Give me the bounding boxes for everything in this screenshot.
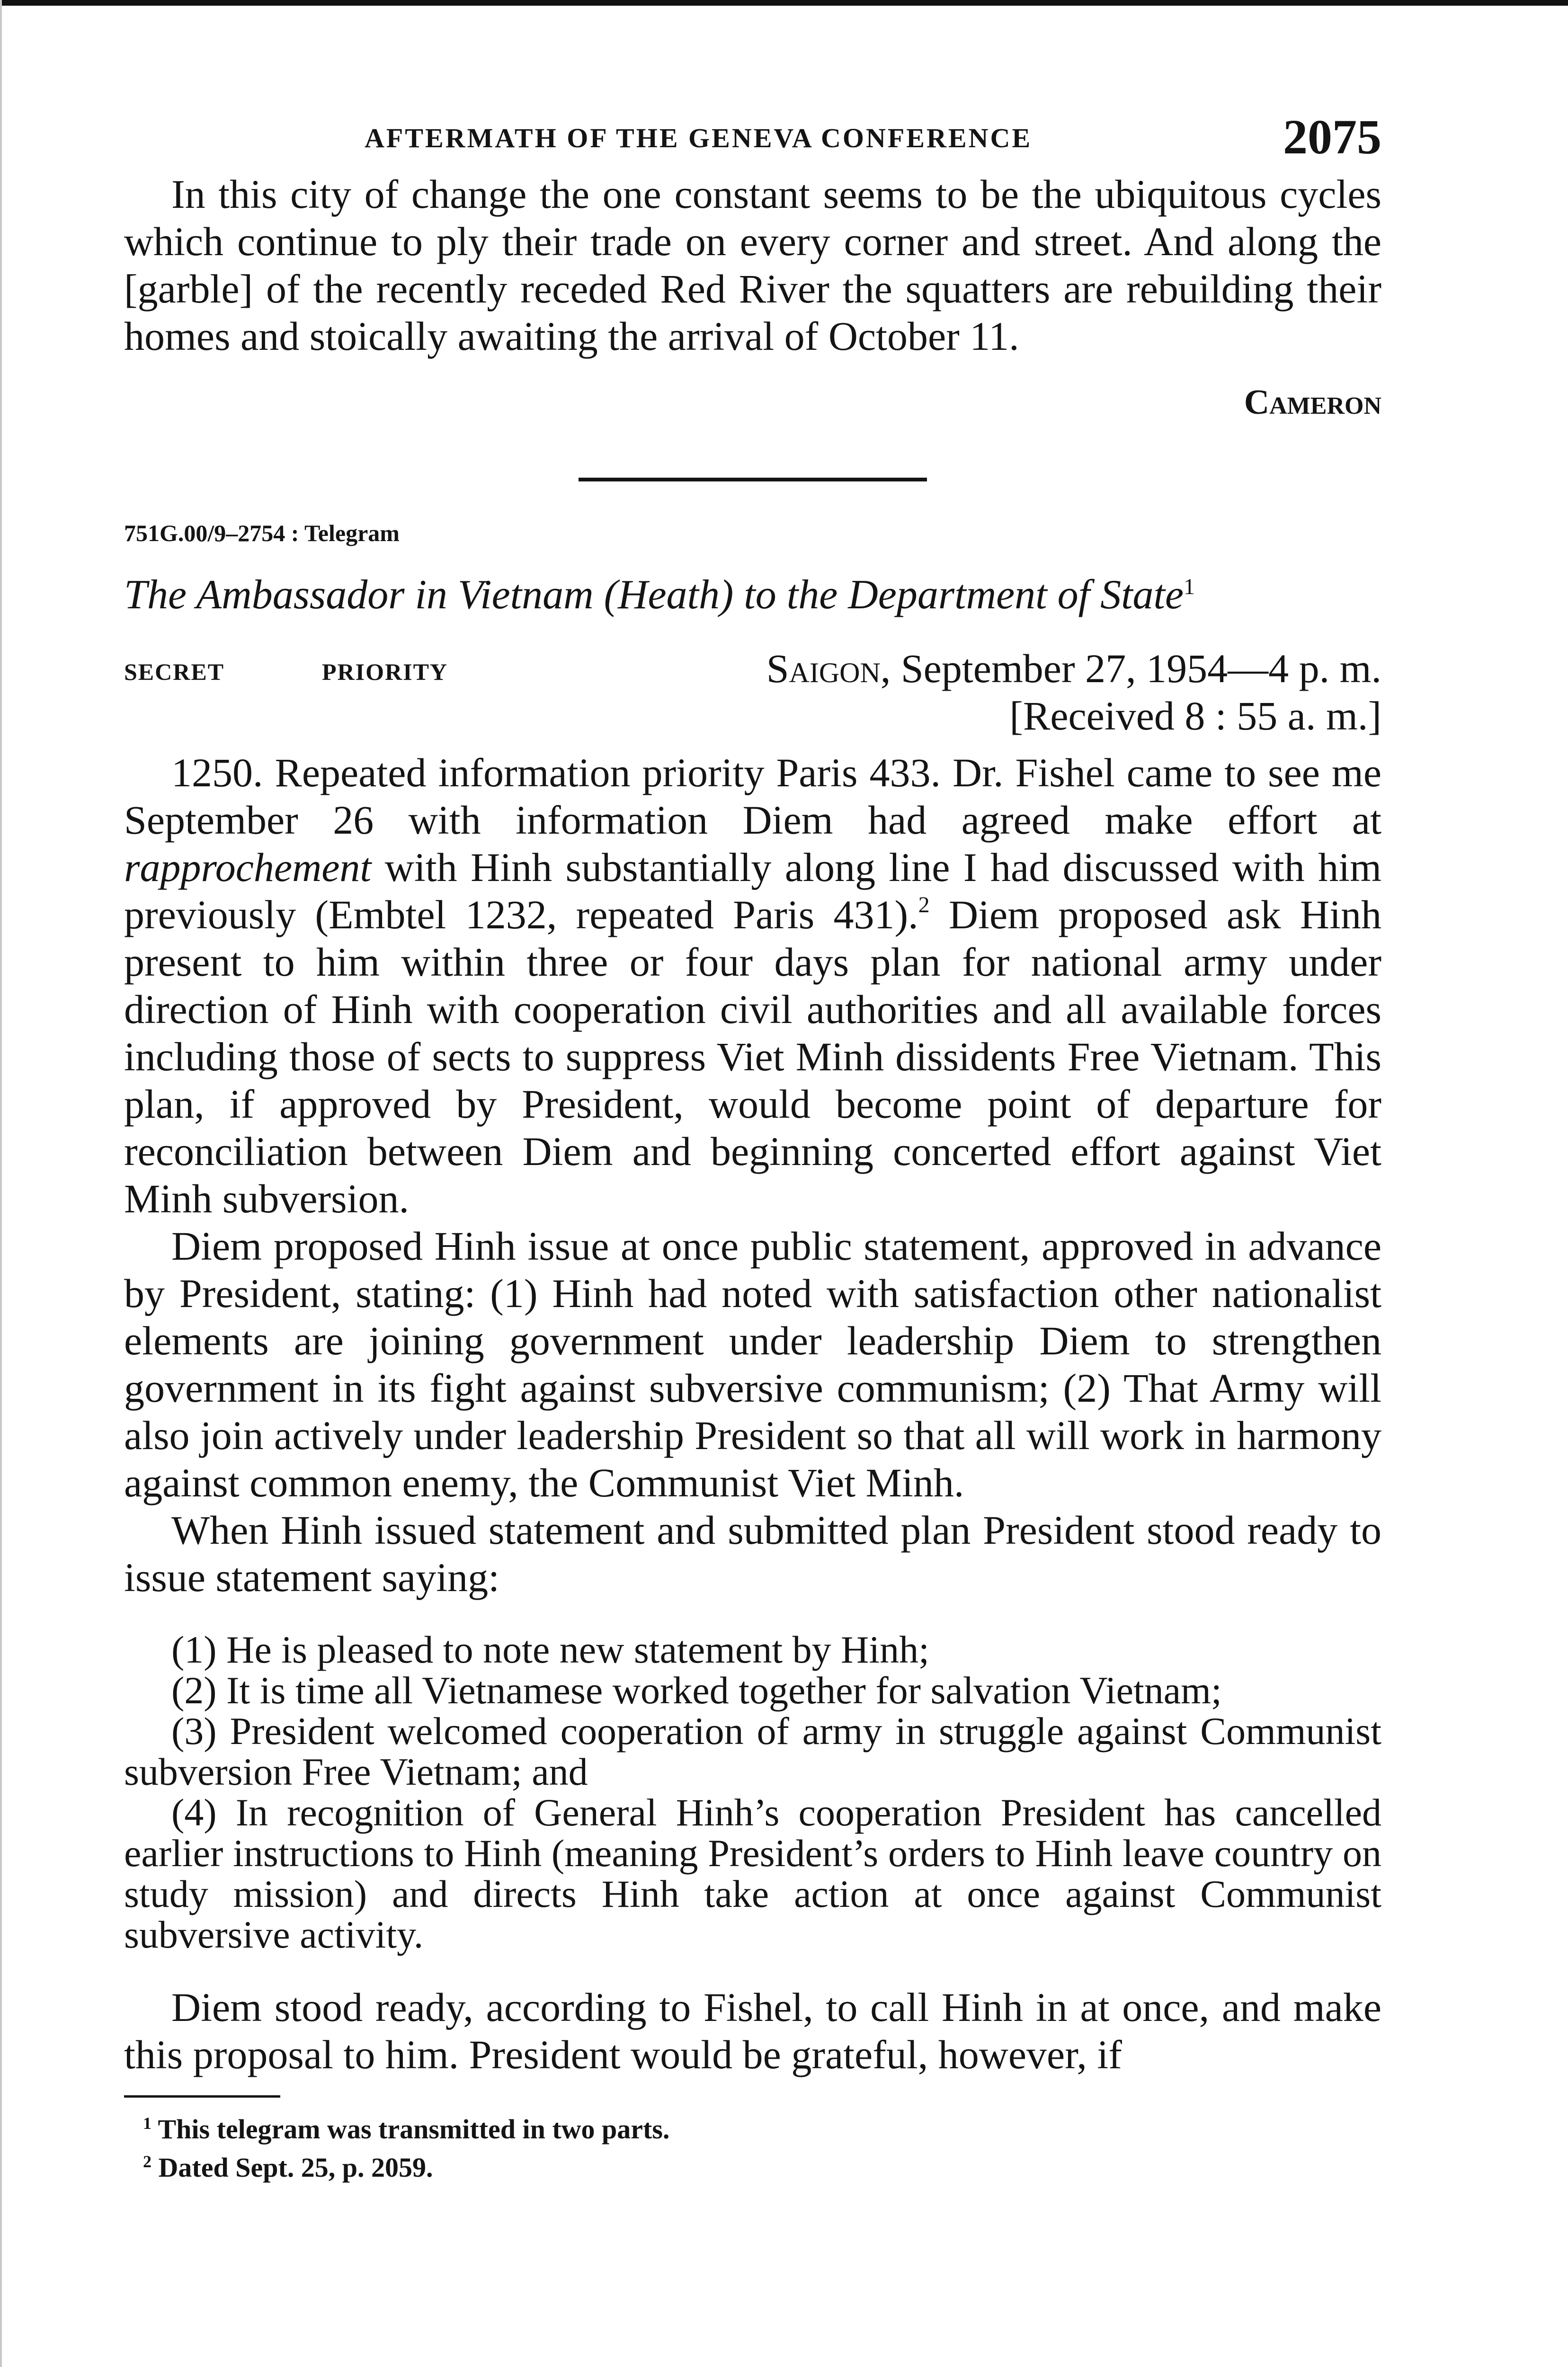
- page-number: 2075: [1283, 110, 1381, 164]
- footnote-mark: 1: [143, 2114, 151, 2133]
- p1-mid: with Hinh substantially along line I had discussed with him previously (Embtel 1232, repeated Paris 431).: [124, 845, 1381, 937]
- p1-before: 1250. Repeated information priority Paris 433. Dr. Fishel came to see me September 26 with information Diem had agreed make effort at: [124, 750, 1381, 843]
- p1-italic: rapprochement: [124, 845, 372, 890]
- footnote-2: [124, 2145, 1381, 2184]
- dateline-place: Saigon: [766, 646, 881, 691]
- footnote-1: [124, 2107, 1381, 2145]
- footnote-text: Dated Sept. 25, p. 2059.: [158, 2152, 433, 2183]
- body-paragraph-2: Diem proposed Hinh issue at once public statement, approved in advance by President, stating: (1) Hinh had noted with satisfaction other nationalist elements are joining government under leadership Diem to strengthen government in its fight against subversive communism; (2) That Army will also join actively under leadership President so that all will work in harmony against common enemy, the Communist Viet Minh.: [124, 1223, 1381, 1505]
- list-item: (2) It is time all Vietnamese worked together for salvation Vietnam;: [171, 1669, 1222, 1712]
- document-page: [124, 99, 1381, 2184]
- page-left-edge: [0, 0, 2, 2367]
- telegram-meta: [124, 645, 1381, 692]
- p1-footnote-marker: 2: [918, 892, 930, 917]
- p1-after: Diem proposed ask Hinh present to him within three or four days plan for national army under direction of Hinh with cooperation civil authorities and all available forces including those of sects to suppress Viet Minh dissidents Free Vietnam. This plan, if approved by President, would become point of departure for reconciliation between Diem and beginning concerted effort against Viet Minh subversion.: [124, 892, 1381, 1221]
- heading-footnote-marker: 1: [1184, 574, 1195, 599]
- list-item: (4) In recognition of General Hinh’s cooperation President has cancelled earlier instructions to Hinh (meaning President’s orders to Hinh leave country on study mission) and directs Hinh take action at once against Communist subversive activity.: [124, 1791, 1381, 1956]
- received-time: [Received 8 : 55 a. m.]: [1009, 693, 1381, 739]
- statement-list: [124, 1629, 1381, 1955]
- document-heading: [124, 561, 1381, 621]
- dateline: [766, 645, 1381, 692]
- list-item: (1) He is pleased to note new statement by Hinh;: [171, 1628, 929, 1671]
- section-divider: [579, 478, 927, 481]
- list-item: (3) President welcomed cooperation of army in struggle against Communist subversion Free Vietnam; and: [124, 1709, 1381, 1793]
- classification-label: SECRET: [124, 658, 225, 685]
- footnotes: [124, 2107, 1381, 2184]
- footnote-text: This telegram was transmitted in two parts.: [158, 2114, 670, 2145]
- dateline-date: , September 27, 1954—4 p. m.: [880, 646, 1381, 691]
- footnote-mark: 2: [143, 2152, 151, 2171]
- running-head-title: AFTERMATH OF THE GENEVA CONFERENCE: [365, 123, 1033, 153]
- footnote-divider: [124, 2095, 280, 2098]
- signature: Cameron: [1244, 383, 1381, 422]
- running-head: [124, 99, 1381, 170]
- carryover-paragraph: In this city of change the one constant seems to be the ubiquitous cycles which continue to ply their trade on every corner and street. And along the [garble] of the recently receded Red River the squatters are rebuilding their homes and stoically awaiting the arrival of October 11.: [124, 171, 1381, 359]
- document-id: 751G.00/9–2754 : Telegram: [124, 520, 400, 546]
- body-paragraph-3: When Hinh issued statement and submitted plan President stood ready to issue statement saying:: [124, 1507, 1381, 1600]
- page-top-edge: [0, 0, 1568, 6]
- body-paragraph-4: Diem stood ready, according to Fishel, to call Hinh in at once, and make this proposal to him. President would be grateful, however, if: [124, 1984, 1381, 2077]
- priority-label: PRIORITY: [322, 658, 448, 685]
- document-heading-text: The Ambassador in Vietnam (Heath) to the Department of State: [124, 572, 1184, 618]
- body-paragraph-1: [124, 749, 1381, 1222]
